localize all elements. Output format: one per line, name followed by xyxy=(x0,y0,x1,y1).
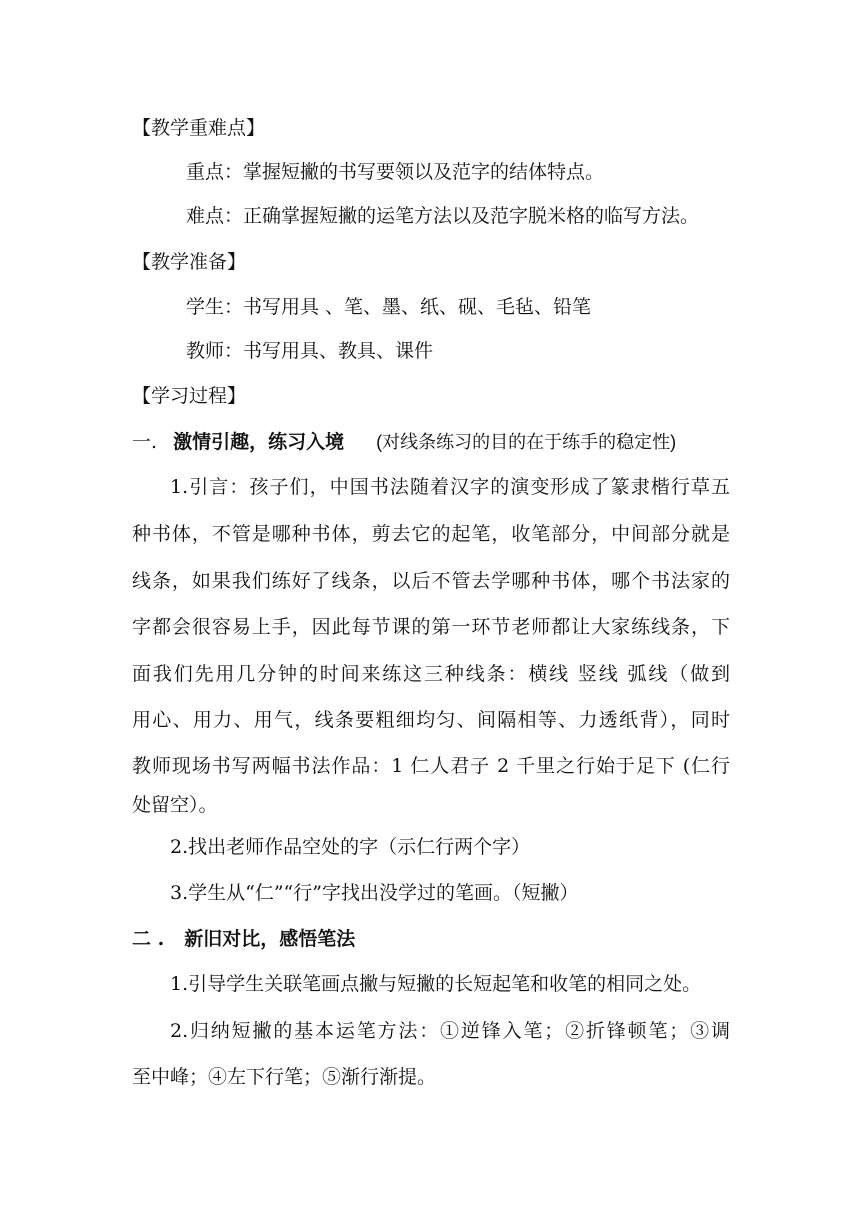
part1-item1-line-5: 面我们先用几分钟的时间来练这三种线条：横线 竖线 弧线（做到 xyxy=(132,663,730,685)
part1-item1-line-4: 字都会很容易上手，因此每节课的第一环节老师都让大家练线条，下 xyxy=(132,616,730,638)
part2-item2-line-1: 2.归纳短撇的基本运笔方法：①逆锋入笔；②折锋顿笔；③调 xyxy=(170,1020,730,1042)
part1-item1-line-2: 种书体，不管是哪种书体，剪去它的起笔，收笔部分，中间部分就是 xyxy=(132,523,730,545)
part1-heading xyxy=(132,433,676,452)
part1-title: 激情引趣，练习入境 xyxy=(173,431,345,453)
part1-item1-line-1: 1.引言：孩子们，中国书法随着汉字的演变形成了篆隶楷行草五 xyxy=(170,476,730,498)
difficult-point-text: 难点：正确掌握短撇的运笔方法以及范字脱米格的临写方法。 xyxy=(186,205,700,227)
part1-item3-text: 3.学生从“仁”“行”字找出没学过的笔画。（短撇） xyxy=(170,882,579,904)
part1-number: 一. xyxy=(132,431,158,453)
part1-item1-line-6: 用心、用力、用气，线条要粗细均匀、间隔相等、力透纸背），同时 xyxy=(132,709,730,731)
part2-number: 二 . xyxy=(132,928,165,950)
teacher-preparation-text: 教师：书写用具、教具、课件 xyxy=(186,340,434,362)
heading-preparation: 【教学准备】 xyxy=(132,251,247,273)
part2-item2-line-2: 至中峰；④左下行笔；⑤渐行渐提。 xyxy=(132,1066,437,1088)
part2-heading xyxy=(132,930,355,949)
part1-note: (对线条练习的目的在于练手的稳定性) xyxy=(376,432,677,452)
part2-title: 新旧对比，感悟笔法 xyxy=(184,928,356,950)
part1-item1-line-7: 教师现场书写两幅书法作品：1 仁人君子 2 千里之行始于足下 (仁行 xyxy=(132,755,730,777)
part1-item1-line-3: 线条，如果我们练好了线条，以后不管去学哪种书体，哪个书法家的 xyxy=(132,570,730,592)
part1-item2-text: 2.找出老师作品空处的字（示仁行两个字） xyxy=(170,836,531,858)
heading-process: 【学习过程】 xyxy=(132,385,247,407)
part2-item1-text: 1.引导学生关联笔画点撇与短撇的长短起笔和收笔的相同之处。 xyxy=(170,973,702,995)
part1-item1-line-8: 处留空）。 xyxy=(132,794,218,816)
students-preparation-text: 学生：书写用具 、笔、墨、纸、砚、毛毡、铅笔 xyxy=(186,296,592,318)
heading-key-points: 【教学重难点】 xyxy=(132,117,266,139)
key-point-text: 重点：掌握短撇的书写要领以及范字的结体特点。 xyxy=(186,161,605,183)
